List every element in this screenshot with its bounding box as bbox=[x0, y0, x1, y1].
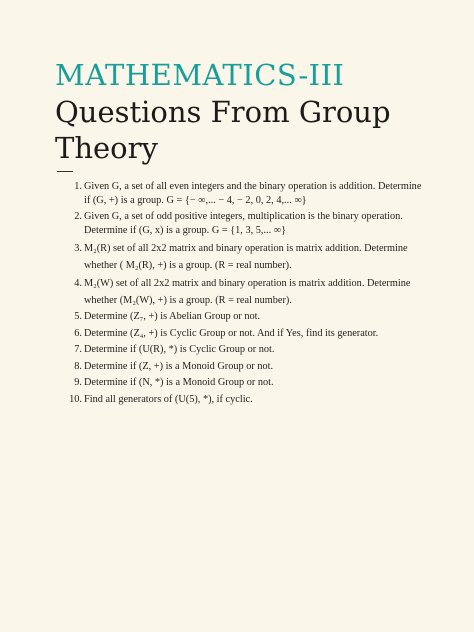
question-item-8 bbox=[58, 360, 423, 374]
question-item-9 bbox=[58, 376, 423, 390]
question-item-3 bbox=[58, 240, 423, 274]
question-number: 9. bbox=[74, 377, 82, 388]
question-text: Given G, a set of odd positive integers, multiplication is the binary operation. Determine if (G, x) is a group. G = {1, 3, 5,... ∞} bbox=[84, 211, 403, 236]
document-title: Questions From Group Theory bbox=[55, 95, 391, 165]
question-number: 5. bbox=[74, 311, 82, 322]
question-item-5 bbox=[58, 310, 423, 324]
question-number: 3. bbox=[74, 243, 82, 254]
question-text: Find all generators of (U(5), *), if cyclic. bbox=[84, 393, 253, 405]
title-divider bbox=[57, 171, 73, 172]
question-text: M₂(W) set of all 2x2 matrix and binary operation is matrix addition. Determine whether (M₂(W), +) is a group. (R = real number). bbox=[84, 278, 411, 306]
question-item-4 bbox=[58, 275, 423, 309]
question-number: 6. bbox=[74, 327, 82, 339]
question-list bbox=[58, 180, 423, 409]
question-number: 7. bbox=[74, 344, 82, 355]
question-number: 8. bbox=[74, 360, 82, 372]
question-item-6 bbox=[58, 327, 423, 341]
question-item-1 bbox=[58, 180, 423, 207]
question-item-7 bbox=[58, 343, 423, 357]
question-text: Determine if (Z, +) is a Monoid Group or not. bbox=[84, 360, 274, 372]
question-number: 4. bbox=[74, 278, 82, 289]
question-item-2 bbox=[58, 210, 423, 237]
question-text: M₂(R) set of all 2x2 matrix and binary operation is matrix addition. Determine whether ( M₂(R), +) is a group. (R = real number). bbox=[84, 243, 408, 271]
question-number: 10. bbox=[69, 393, 82, 405]
question-item-10 bbox=[58, 393, 423, 407]
question-text: Determine if (N, *) is a Monoid Group or not. bbox=[84, 377, 274, 388]
question-number: 2. bbox=[74, 211, 82, 222]
question-number: 1. bbox=[74, 181, 82, 192]
document-subject: MATHEMATICS-III bbox=[55, 58, 345, 92]
question-text: Determine if (U(R), *) is Cyclic Group or not. bbox=[84, 344, 275, 355]
question-text: Determine (Z₄, +) is Cyclic Group or not. And if Yes, find its generator. bbox=[84, 327, 379, 339]
question-text: Determine (Z₇, +) is Abelian Group or not. bbox=[84, 311, 261, 322]
question-text: Given G, a set of all even integers and the binary operation is addition. Determine if (G, +) is a group. G = {− ∞,... − 4, − 2, 0, 2, 4,... ∞} bbox=[84, 181, 422, 206]
